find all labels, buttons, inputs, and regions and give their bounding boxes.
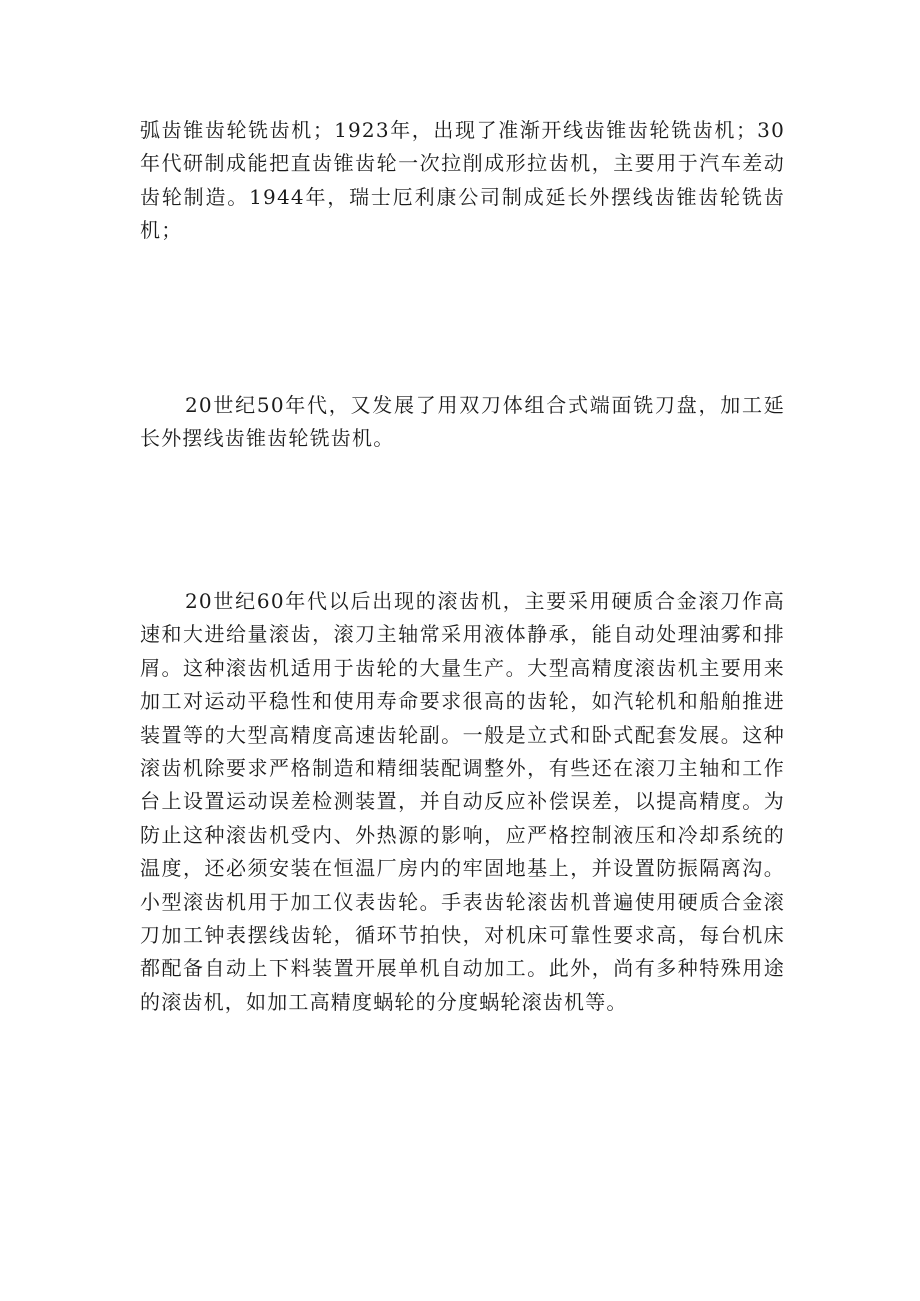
paragraph-1950s-development: 20世纪50年代，又发展了用双刀体组合式端面铣刀盘，加工延长外摆线齿锥齿轮铣齿机。	[140, 393, 785, 451]
paragraph-continued-bevel-gear-history: 弧齿锥齿轮铣齿机；1923年，出现了准渐开线齿锥齿轮铣齿机；30年代研制成能把直齿锥齿轮一次拉削成形拉齿机，主要用于汽车差动齿轮制造。1944年，瑞士厄利康公司制成延长外摆线齿锥齿轮铣齿机；	[140, 118, 785, 243]
paragraph-1960s-hobbing-machines: 20世纪60年代以后出现的滚齿机，主要采用硬质合金滚刀作高速和大进给量滚齿，滚刀主轴常采用液体静承，能自动处理油雾和排屑。这种滚齿机适用于齿轮的大量生产。大型高精度滚齿机主要用来加工对运动平稳性和使用寿命要求很高的齿轮，如汽轮机和船舶推进装置等的大型高精度高速齿轮副。一般是立式和卧式配套发展。这种滚齿机除要求严格制造和精细装配调整外，有些还在滚刀主轴和工作台上设置运动误差检测装置，并自动反应补偿误差，以提高精度。为防止这种滚齿机受内、外热源的影响，应严格控制液压和冷却系统的温度，还必须安装在恒温厂房内的牢固地基上，并设置防振隔离沟。小型滚齿机用于加工仪表齿轮。手表齿轮滚齿机普遍使用硬质合金滚刀加工钟表摆线齿轮，循环节拍快，对机床可靠性要求高，每台机床都配备自动上下料装置开展单机自动加工。此外，尚有多种特殊用途的滚齿机，如加工高精度蜗轮的分度蜗轮滚齿机等。	[140, 589, 785, 1014]
